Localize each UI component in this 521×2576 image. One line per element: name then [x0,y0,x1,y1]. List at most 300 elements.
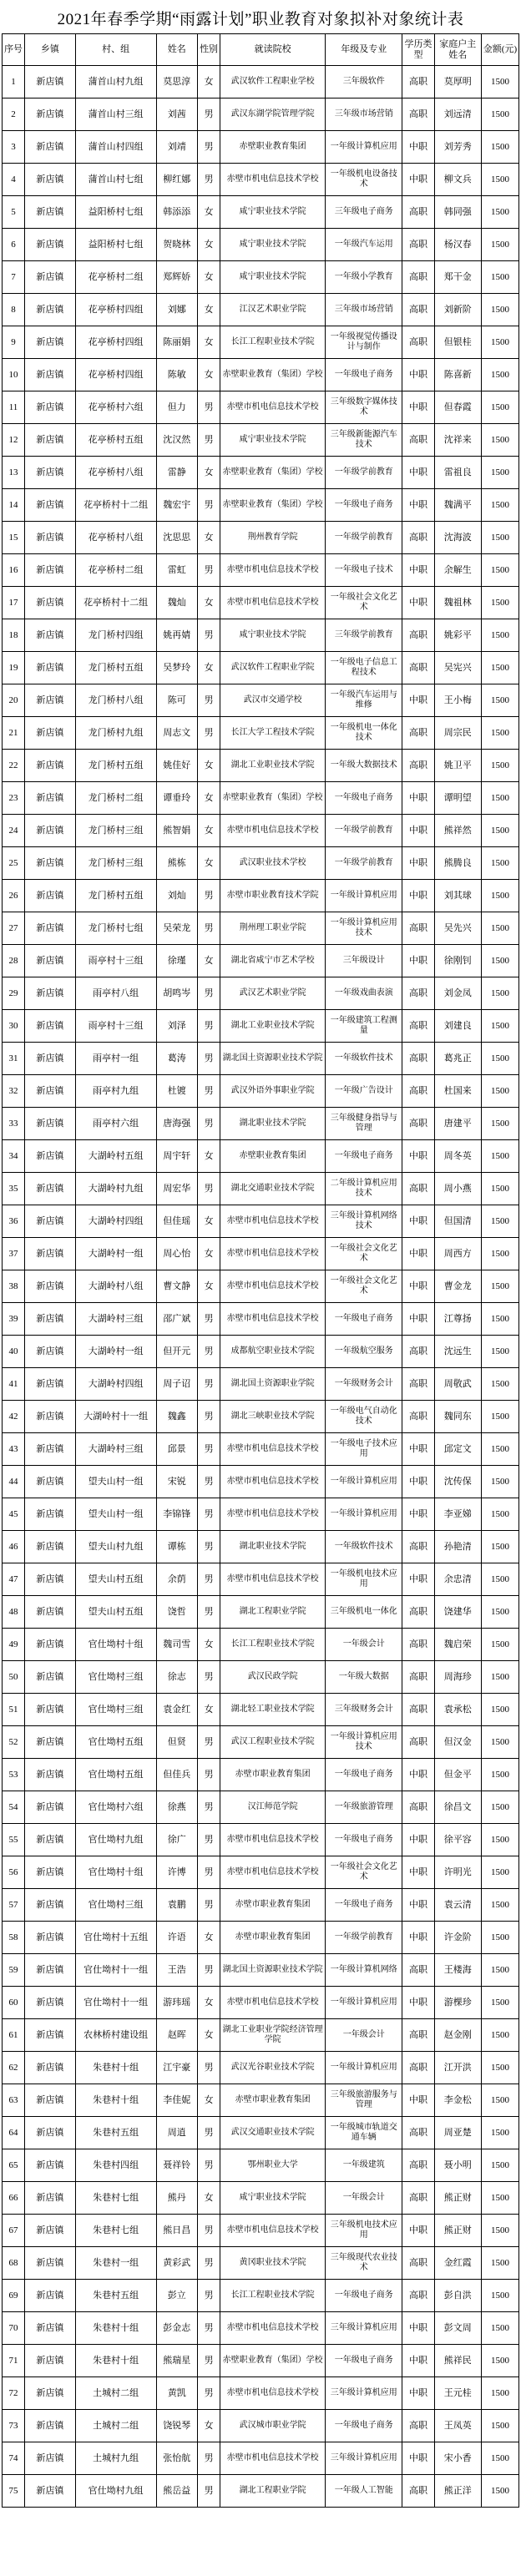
cell-index: 10 [3,359,25,391]
cell-town: 新店镇 [25,326,76,359]
cell-major: 一年级机电设备技术 [326,164,402,196]
cell-education-type: 中职 [402,554,434,587]
cell-gender: 男 [198,1661,220,1694]
cell-name: 袁金红 [156,1694,198,1726]
cell-village: 龙门桥村五组 [75,880,156,912]
table-row [3,1205,519,1238]
table-row [3,1563,519,1596]
table-row [3,2084,519,2117]
cell-householder: 唐建平 [434,1108,481,1140]
cell-major: 三年级市场营销 [326,98,402,131]
cell-village: 大湖岭村四组 [75,1368,156,1401]
cell-index: 7 [3,261,25,294]
cell-major: 一年级视觉传播设计与制作 [326,326,402,359]
table-row [3,131,519,164]
cell-householder: 孙艳清 [434,1531,481,1563]
cell-education-type: 高职 [402,1726,434,1759]
cell-index: 48 [3,1596,25,1629]
cell-education-type: 中职 [402,2215,434,2247]
cell-index: 56 [3,1856,25,1889]
cell-village: 朱巷村十组 [75,2312,156,2345]
cell-name: 魏灿 [156,587,198,619]
cell-school: 赤壁市机电信息技术学校 [220,1205,326,1238]
cell-gender: 女 [198,457,220,489]
cell-amount: 1500 [481,684,518,717]
cell-school: 武汉艺术职业学院 [220,977,326,1010]
cell-amount: 1500 [481,750,518,782]
cell-school: 成都航空职业技术学院 [220,1336,326,1368]
cell-major: 一年级财务会计 [326,1368,402,1401]
cell-major: 三年级机电技术应用 [326,2215,402,2247]
table-row [3,229,519,261]
cell-name: 徐志 [156,1661,198,1694]
cell-householder: 李亚娣 [434,1498,481,1531]
cell-amount: 1500 [481,2149,518,2182]
cell-school: 湖北职业技术学院 [220,1108,326,1140]
table-header-row [3,34,519,66]
cell-town: 新店镇 [25,489,76,522]
cell-major: 一年级计算机应用 [326,2052,402,2084]
cell-gender: 男 [198,1303,220,1336]
cell-school: 赤壁市机电信息技术学校 [220,164,326,196]
cell-householder: 许金阶 [434,1922,481,1954]
cell-index: 27 [3,912,25,945]
cell-town: 新店镇 [25,1075,76,1108]
cell-index: 2 [3,98,25,131]
cell-name: 周子诏 [156,1368,198,1401]
cell-householder: 但国清 [434,1205,481,1238]
cell-amount: 1500 [481,717,518,750]
cell-householder: 刘建良 [434,1010,481,1043]
cell-householder: 姚彩平 [434,619,481,652]
table-row [3,1368,519,1401]
cell-name: 周志文 [156,717,198,750]
cell-gender: 女 [198,1694,220,1726]
cell-householder: 周西方 [434,1238,481,1270]
cell-education-type: 高职 [402,229,434,261]
header-village: 村、组 [75,34,156,66]
cell-major: 一年级计算机应用 [326,131,402,164]
cell-householder: 郑干金 [434,261,481,294]
cell-school: 赤壁市机电信息技术学校 [220,1303,326,1336]
cell-name: 刘灿 [156,880,198,912]
cell-school: 武汉职业技术学校 [220,847,326,880]
cell-town: 新店镇 [25,1498,76,1531]
cell-amount: 1500 [481,196,518,229]
table-row [3,1140,519,1173]
cell-amount: 1500 [481,1954,518,1987]
cell-school: 武汉外语外事职业学院 [220,1075,326,1108]
cell-town: 新店镇 [25,750,76,782]
cell-gender: 女 [198,847,220,880]
table-row [3,684,519,717]
cell-gender: 男 [198,98,220,131]
cell-householder: 彭文周 [434,2312,481,2345]
cell-name: 魏鑫 [156,1401,198,1433]
cell-householder: 但银桂 [434,326,481,359]
cell-major: 三年级电子商务 [326,196,402,229]
table-row [3,2247,519,2280]
cell-amount: 1500 [481,2475,518,2508]
cell-education-type: 高职 [402,912,434,945]
cell-school: 长江工程职业技术学院 [220,326,326,359]
cell-education-type: 中职 [402,2345,434,2377]
cell-major: 一年级建筑工程测量 [326,1010,402,1043]
table-row [3,847,519,880]
cell-education-type: 高职 [402,1694,434,1726]
cell-amount: 1500 [481,1043,518,1075]
cell-education-type: 高职 [402,977,434,1010]
cell-householder: 周海珍 [434,1661,481,1694]
cell-amount: 1500 [481,2117,518,2149]
cell-name: 李锦锋 [156,1498,198,1531]
cell-name: 韩添添 [156,196,198,229]
cell-school: 湖北职业技术学院 [220,1531,326,1563]
cell-gender: 女 [198,1205,220,1238]
cell-name: 袁鹏 [156,1889,198,1922]
cell-name: 但力 [156,391,198,424]
cell-village: 龙门桥村九组 [75,717,156,750]
cell-index: 37 [3,1238,25,1270]
cell-village: 望夫山村一组 [75,1466,156,1498]
cell-school: 赤壁市机电信息技术学校 [220,1433,326,1466]
cell-amount: 1500 [481,98,518,131]
cell-town: 新店镇 [25,1563,76,1596]
cell-householder: 曹金龙 [434,1270,481,1303]
cell-index: 50 [3,1661,25,1694]
cell-village: 蒲首山村四组 [75,131,156,164]
table-row [3,619,519,652]
cell-index: 36 [3,1205,25,1238]
cell-major: 一年级大数据 [326,1661,402,1694]
table-row [3,391,519,424]
cell-village: 官仕坳村十一组 [75,1954,156,1987]
cell-amount: 1500 [481,652,518,684]
cell-education-type: 高职 [402,196,434,229]
cell-major: 一年级软件技术 [326,1043,402,1075]
cell-village: 龙门桥村二组 [75,782,156,815]
cell-education-type: 中职 [402,131,434,164]
cell-school: 汉江师范学院 [220,1791,326,1824]
cell-education-type: 中职 [402,684,434,717]
cell-name: 许语 [156,1922,198,1954]
cell-gender: 女 [198,261,220,294]
cell-school: 荆州理工职业学院 [220,912,326,945]
cell-major: 一年级会计 [326,2182,402,2215]
cell-school: 咸宁职业技术学院 [220,619,326,652]
header-major: 年级及专业 [326,34,402,66]
cell-village: 大湖岭村九组 [75,1173,156,1205]
cell-name: 姚佳好 [156,750,198,782]
cell-householder: 许明光 [434,1856,481,1889]
table-row [3,1498,519,1531]
cell-name: 熊岳益 [156,2475,198,2508]
cell-index: 39 [3,1303,25,1336]
cell-village: 大湖岭村一组 [75,1336,156,1368]
cell-index: 57 [3,1889,25,1922]
cell-education-type: 高职 [402,1661,434,1694]
cell-householder: 陈喜新 [434,359,481,391]
cell-gender: 男 [198,1173,220,1205]
cell-index: 70 [3,2312,25,2345]
cell-name: 李佳妮 [156,2084,198,2117]
table-row [3,359,519,391]
cell-householder: 游棵珍 [434,1987,481,2019]
cell-index: 20 [3,684,25,717]
table-row [3,1270,519,1303]
cell-name: 周逍 [156,2117,198,2149]
cell-amount: 1500 [481,2052,518,2084]
cell-town: 新店镇 [25,1726,76,1759]
cell-town: 新店镇 [25,424,76,457]
cell-town: 新店镇 [25,2019,76,2052]
cell-town: 新店镇 [25,98,76,131]
cell-householder: 但金平 [434,1759,481,1791]
cell-village: 大湖岭村一组 [75,1238,156,1270]
cell-town: 新店镇 [25,1661,76,1694]
header-name: 姓名 [156,34,198,66]
cell-major: 一年级汽车运用与维修 [326,684,402,717]
cell-town: 新店镇 [25,2442,76,2475]
cell-amount: 1500 [481,66,518,98]
cell-education-type: 高职 [402,2149,434,2182]
cell-name: 但开元 [156,1336,198,1368]
header-amount: 金额(元) [481,34,518,66]
cell-town: 新店镇 [25,2182,76,2215]
cell-name: 吴荣龙 [156,912,198,945]
cell-town: 新店镇 [25,294,76,326]
cell-amount: 1500 [481,164,518,196]
cell-householder: 周亚楚 [434,2117,481,2149]
cell-name: 刘娜 [156,294,198,326]
cell-gender: 男 [198,2215,220,2247]
cell-town: 新店镇 [25,1954,76,1987]
subsidy-table [2,33,519,2508]
cell-village: 益阳桥村七组 [75,196,156,229]
cell-school: 赤壁职业教育（集团）学校 [220,782,326,815]
cell-amount: 1500 [481,1466,518,1498]
table-row [3,457,519,489]
cell-school: 湖北交通职业技术学院 [220,1173,326,1205]
cell-amount: 1500 [481,1010,518,1043]
cell-amount: 1500 [481,1856,518,1889]
cell-householder: 雷祖良 [434,457,481,489]
cell-town: 新店镇 [25,880,76,912]
cell-amount: 1500 [481,1922,518,1954]
cell-amount: 1500 [481,522,518,554]
cell-education-type: 中职 [402,1856,434,1889]
cell-village: 花亭桥村二组 [75,554,156,587]
cell-town: 新店镇 [25,1368,76,1401]
cell-gender: 男 [198,2280,220,2312]
cell-school: 赤壁市机电信息技术学校 [220,1270,326,1303]
table-row [3,2149,519,2182]
cell-education-type: 中职 [402,164,434,196]
cell-village: 花亭桥村十二组 [75,489,156,522]
cell-householder: 刘新阶 [434,294,481,326]
cell-village: 花亭桥村八组 [75,522,156,554]
cell-gender: 男 [198,1726,220,1759]
table-row [3,261,519,294]
table-row [3,2182,519,2215]
cell-town: 新店镇 [25,1856,76,1889]
header-gender: 性别 [198,34,220,66]
cell-index: 31 [3,1043,25,1075]
cell-amount: 1500 [481,1205,518,1238]
cell-school: 武汉民政学院 [220,1661,326,1694]
cell-school: 赤壁市机电信息技术学校 [220,1238,326,1270]
table-row [3,294,519,326]
cell-major: 一年级电子商务 [326,359,402,391]
cell-index: 6 [3,229,25,261]
cell-gender: 男 [198,1368,220,1401]
table-row [3,326,519,359]
cell-amount: 1500 [481,424,518,457]
cell-town: 新店镇 [25,2084,76,2117]
cell-education-type: 中职 [402,1466,434,1498]
cell-name: 魏宏宇 [156,489,198,522]
cell-education-type: 中职 [402,489,434,522]
cell-householder: 袁云清 [434,1889,481,1922]
cell-education-type: 高职 [402,1954,434,1987]
cell-gender: 男 [198,2377,220,2410]
cell-village: 龙门桥村八组 [75,684,156,717]
cell-school: 赤壁职业教育集团 [220,1140,326,1173]
cell-school: 赤壁市机电信息技术学校 [220,815,326,847]
cell-index: 25 [3,847,25,880]
cell-householder: 熊祥然 [434,815,481,847]
cell-gender: 女 [198,2019,220,2052]
cell-amount: 1500 [481,1173,518,1205]
cell-town: 新店镇 [25,1173,76,1205]
cell-amount: 1500 [481,2019,518,2052]
cell-householder: 刘其球 [434,880,481,912]
cell-village: 官仕坳村六组 [75,1791,156,1824]
cell-name: 饶哲 [156,1596,198,1629]
cell-name: 熊丹 [156,2182,198,2215]
cell-householder: 余解生 [434,554,481,587]
cell-amount: 1500 [481,1563,518,1596]
cell-town: 新店镇 [25,1824,76,1856]
cell-village: 大湖岭村三组 [75,1433,156,1466]
cell-amount: 1500 [481,1498,518,1531]
cell-gender: 女 [198,652,220,684]
cell-name: 许博 [156,1856,198,1889]
cell-school: 赤壁职业教育（集团）学校 [220,2345,326,2377]
cell-school: 咸宁职业技术学院 [220,229,326,261]
cell-village: 花亭桥村五组 [75,424,156,457]
table-row [3,2019,519,2052]
cell-name: 徐广 [156,1824,198,1856]
cell-gender: 男 [198,131,220,164]
cell-amount: 1500 [481,2312,518,2345]
table-row [3,1791,519,1824]
cell-school: 长江工程职业技术学院 [220,2280,326,2312]
table-row [3,2345,519,2377]
cell-name: 谭垂玲 [156,782,198,815]
cell-major: 三年级现代农业技术 [326,2247,402,2280]
cell-education-type: 中职 [402,359,434,391]
cell-amount: 1500 [481,2345,518,2377]
cell-education-type: 高职 [402,652,434,684]
cell-school: 长江大学工程技术学院 [220,717,326,750]
cell-householder: 魏启荣 [434,1629,481,1661]
cell-major: 一年级电子商务 [326,2410,402,2442]
cell-gender: 女 [198,750,220,782]
cell-town: 新店镇 [25,1205,76,1238]
cell-education-type: 高职 [402,2019,434,2052]
cell-education-type: 中职 [402,1433,434,1466]
cell-index: 53 [3,1759,25,1791]
cell-amount: 1500 [481,587,518,619]
table-row [3,1629,519,1661]
cell-name: 周宏华 [156,1173,198,1205]
cell-education-type: 中职 [402,1987,434,2019]
cell-householder: 魏同东 [434,1401,481,1433]
cell-amount: 1500 [481,1108,518,1140]
cell-school: 赤壁市职业教育集团 [220,1889,326,1922]
cell-school: 赤壁市机电信息技术学校 [220,1824,326,1856]
cell-gender: 男 [198,424,220,457]
cell-index: 71 [3,2345,25,2377]
cell-amount: 1500 [481,326,518,359]
cell-gender: 男 [198,2117,220,2149]
cell-village: 龙门桥村七组 [75,912,156,945]
cell-name: 唐海强 [156,1108,198,1140]
cell-amount: 1500 [481,1629,518,1661]
cell-name: 贺晓林 [156,229,198,261]
cell-town: 新店镇 [25,1043,76,1075]
cell-gender: 男 [198,1498,220,1531]
cell-major: 一年级学前教育 [326,815,402,847]
cell-town: 新店镇 [25,2475,76,2508]
cell-school: 武汉工程职业技术学院 [220,1726,326,1759]
cell-education-type: 中职 [402,587,434,619]
cell-town: 新店镇 [25,2117,76,2149]
cell-village: 官仕坳村五组 [75,1726,156,1759]
table-row [3,1466,519,1498]
cell-amount: 1500 [481,1759,518,1791]
cell-index: 18 [3,619,25,652]
cell-school: 赤壁市机电信息技术学校 [220,391,326,424]
cell-gender: 男 [198,1466,220,1498]
cell-name: 陈敏 [156,359,198,391]
cell-major: 一年级电子商务 [326,489,402,522]
table-row [3,1824,519,1856]
cell-amount: 1500 [481,945,518,977]
table-row [3,1661,519,1694]
cell-village: 雨亭村六组 [75,1108,156,1140]
cell-name: 聂祥铃 [156,2149,198,2182]
cell-education-type: 中职 [402,1205,434,1238]
cell-index: 1 [3,66,25,98]
cell-gender: 男 [198,1433,220,1466]
cell-name: 雷虹 [156,554,198,587]
cell-householder: 魏满平 [434,489,481,522]
cell-education-type: 高职 [402,1596,434,1629]
cell-school: 黄冈职业技术学院 [220,2247,326,2280]
cell-major: 一年级旅游管理 [326,1791,402,1824]
table-row [3,1596,519,1629]
cell-gender: 女 [198,1238,220,1270]
table-row [3,1954,519,1987]
cell-town: 新店镇 [25,2312,76,2345]
cell-major: 一年级计算机应用技术 [326,912,402,945]
table-row [3,945,519,977]
cell-education-type: 高职 [402,1368,434,1401]
cell-major: 三年级新能源汽车技术 [326,424,402,457]
table-row [3,2052,519,2084]
